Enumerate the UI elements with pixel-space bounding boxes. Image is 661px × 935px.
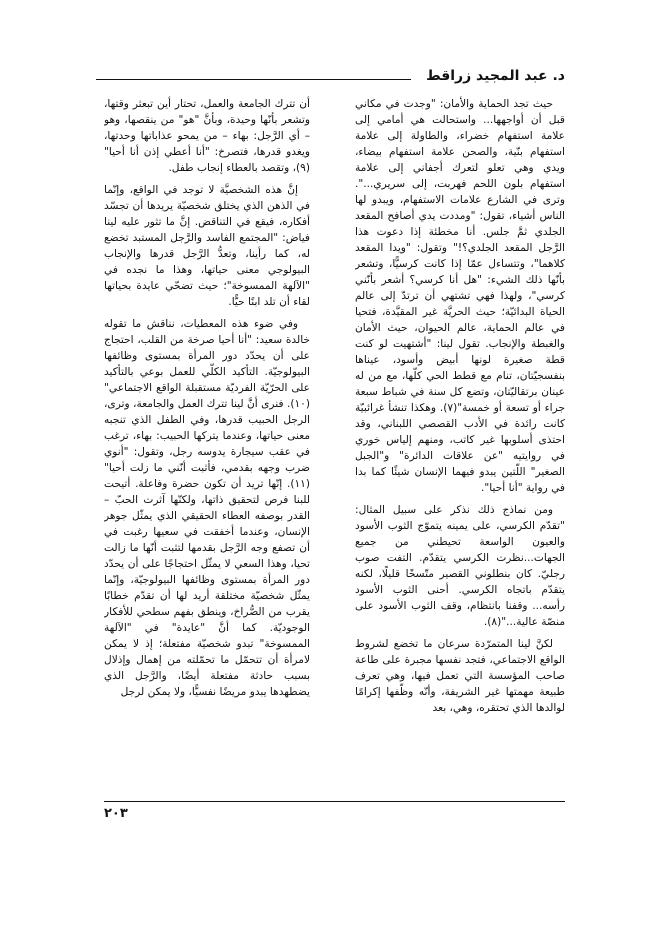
header-rule — [96, 79, 411, 80]
paragraph: أن تترك الجامعة والعمل، تحتار أين تبعثر وقتها، وتشعر بأنّها وحيدة، وبأنَّ "هو" من ينقصها، وهو – أي الرَّجل: بهاء – من يمحو عذاباتها وحدتها، ويغدو قدرها، فتصرخ: "أنا أعطي إذن أنا أحيا"(٩)، وتقصد بالعطاء إنجاب طفل. — [104, 98, 310, 174]
column-right — [355, 96, 565, 796]
page-number: ٢٠٣ — [104, 806, 128, 821]
paragraph: لكنَّ لينا المتمرّدة سرعان ما تخضع لشروط الواقع الاجتماعي، فتجد نفسها مجبرة على طاعة صاحب المؤسسة التي تعمل فيها، وهي تعرف طبيعة مهمتها غير الشريفة، وأنّه وظّفها إكرامًا لوالدها الذي تحتقره، وهي، بعد — [355, 638, 565, 714]
column-left — [104, 96, 310, 796]
paragraph: وفي ضوء هذه المعطيات، نناقش ما تقوله خالدة سعيد: "أنا أحيا صرخة من القلب، احتجاج على أن يحدّد دور المرأة بمستوى وظائفها البيولوجيّة. التأكيد الكلّي للعمل بوعي بالتأكيد على الحرّيّة الفرديّة مستقبلة الواقع الاجتماعي"(١٠). فنرى أنَّ لينا تترك العمل والجامعة، وترى، الرجل الحبيب قدرها، وفي الطفل الذي تنجبه معنى حياتها، وعندما يتركها الحبيب: بهاء، ترغب في عقب سيجارة يدوسه رجل، وتقول: "أنوي ضرب وجهه بقدمي، فأثبت أنّني ما زلت أحيا"(١١). إنّها تريد أن تكون حضرة وفاعلة. أتيحت للبنا فرص لتحقيق ذاتها، ولكنّها آثرت الحبّ – القدر بوصفه العطاء الحقيقي الذي يمثّل جوهر الإنسان، وعندما أخفقت في سعيها رغبت في أن تصفع وجه الرَّجل بقدمها لتثبت أنّها ما زالت تحيا، وهذا السعي لا يمثّل احتجاجًا على أن يحدّد دور المرأة بمستوى وظائفها البيولوجيّة، وإنّما يمثّل شخصيّة مختلقة أريد لها أن تقدّم خطابًا يقرب من الصُّراخ، وينطق بفهم سطحي للأفكار الوجوديّة. كما أنَّ "عايدة" في "الآلهة الممسوخة" تبدو شخصيّة مفتعلة؛ إذ لا يمكن لامرأة أن تتحمّل ما تحمّلته من إهمال وإذلال بسبب حادثة مفتعلة أيضًا، والرَّجل الذي يضطهدها يبدو مريضًا نفسيًّا، ولا يمكن لرجل — [104, 318, 310, 698]
footer-rule — [104, 801, 565, 802]
paragraph: ومن نماذج ذلك نذكر على سبيل المثال: "تقدّم الكرسي، على يمينه يتموّج الثوب الأسود والعيون الواسعة تحيطني من جميع الجهات...نظرت الكرسي يتقدّم. التفت صوب رجليّ. كان بنطلوني القصير متّسخًا قليلًا، لكنه يتقدّم باتجاه الكرسي. أحنى الثوب الأسود رأسه... وقفنا بانتظام، وقف الثوب الأسود على منصّة عالية..."(٨). — [355, 504, 565, 628]
page-header — [96, 68, 565, 90]
header-author: د. عبد المجيد زراقط — [426, 68, 565, 84]
paragraph: حيث تجد الحماية والأمان: "وجدت في مكاني قبل أن أواجهها... واستحالت هي أمامي إلى علامة استفهام خضراء، والطاولة إلى علامة استفهام بنّية، والصحن علامة استفهام بيضاء، ويدي وهي تعلو لتعرك أجفاني إلى علامة استفهام بلون اللحم فهربت، إلى سريري...". وترى في الشارع علامات الاستفهام، ويبدو لها الناس أشياء، تقول: "ومددت يدي أصافح المقعد الجلدي ثمَّ جلس. أنا مخطئة إذا دعوت هذا الرَّجل المقعد الجلدي؟!" وتقول: "ويدا المقعد كلاهما"، وتتساءل عمّا إذا كانت كرسيًّا، وتشعر بأنّها ذلك الشيء: "هل أنا كرسي؟ أشعر بأنّني كرسي"، ولهذا فهي تشتهي أن ترتدّ إلى عالم الحياة البدائيّة؛ حيث الحريَّة غير المقيَّدة، فتحيا في عالم الحماية، عالم الحيوان، حيث الأمان والغبطة والإنجاب. تقول لينا: "أشتهيت لو كنت قطة صغيرة لونها أبيض وأسود، عيناها بنفسجيّتان، تنام مع قطط الحي كلّها، مع من له عينان برتقاليّتان، وتضع كل سنة في شباط سبعة جراء أو تسعة أو خمسة"(٧). وهكذا تنشأ غرائبيّة كانت رائدة في الأدب القصصي اللبناني، وقد احتذى أسلوبها غير كاتب، ومنهم إلياس خوري في روايتيه "عن علاقات الدائرة" و"الجبل الصغير" اللّتين يبدو فيهما الإنسان شيئًا كما بدا في رواية "أنا أحيا". — [355, 98, 565, 494]
paragraph: إنَّ هذه الشخصيَّة لا توجد في الواقع، وإنّما في الذهن الذي يختلق شخصيّة يريدها أن تجسّد أفكاره، فيقع في التناقض. إنَّ ما تثور عليه لينا فياض: "المجتمع الفاسد والرَّجل المستبد تخضع له، كما رأينا، وتعدُّ الرَّجل قدرها والإنجاب البيولوجي معنى حياتها، وهذا ما نجده في "الآلهة الممسوخة"؛ حيث تضحّي عايدة بحياتها لقاء أن تلد ابنًا حيًّا. — [104, 184, 310, 308]
